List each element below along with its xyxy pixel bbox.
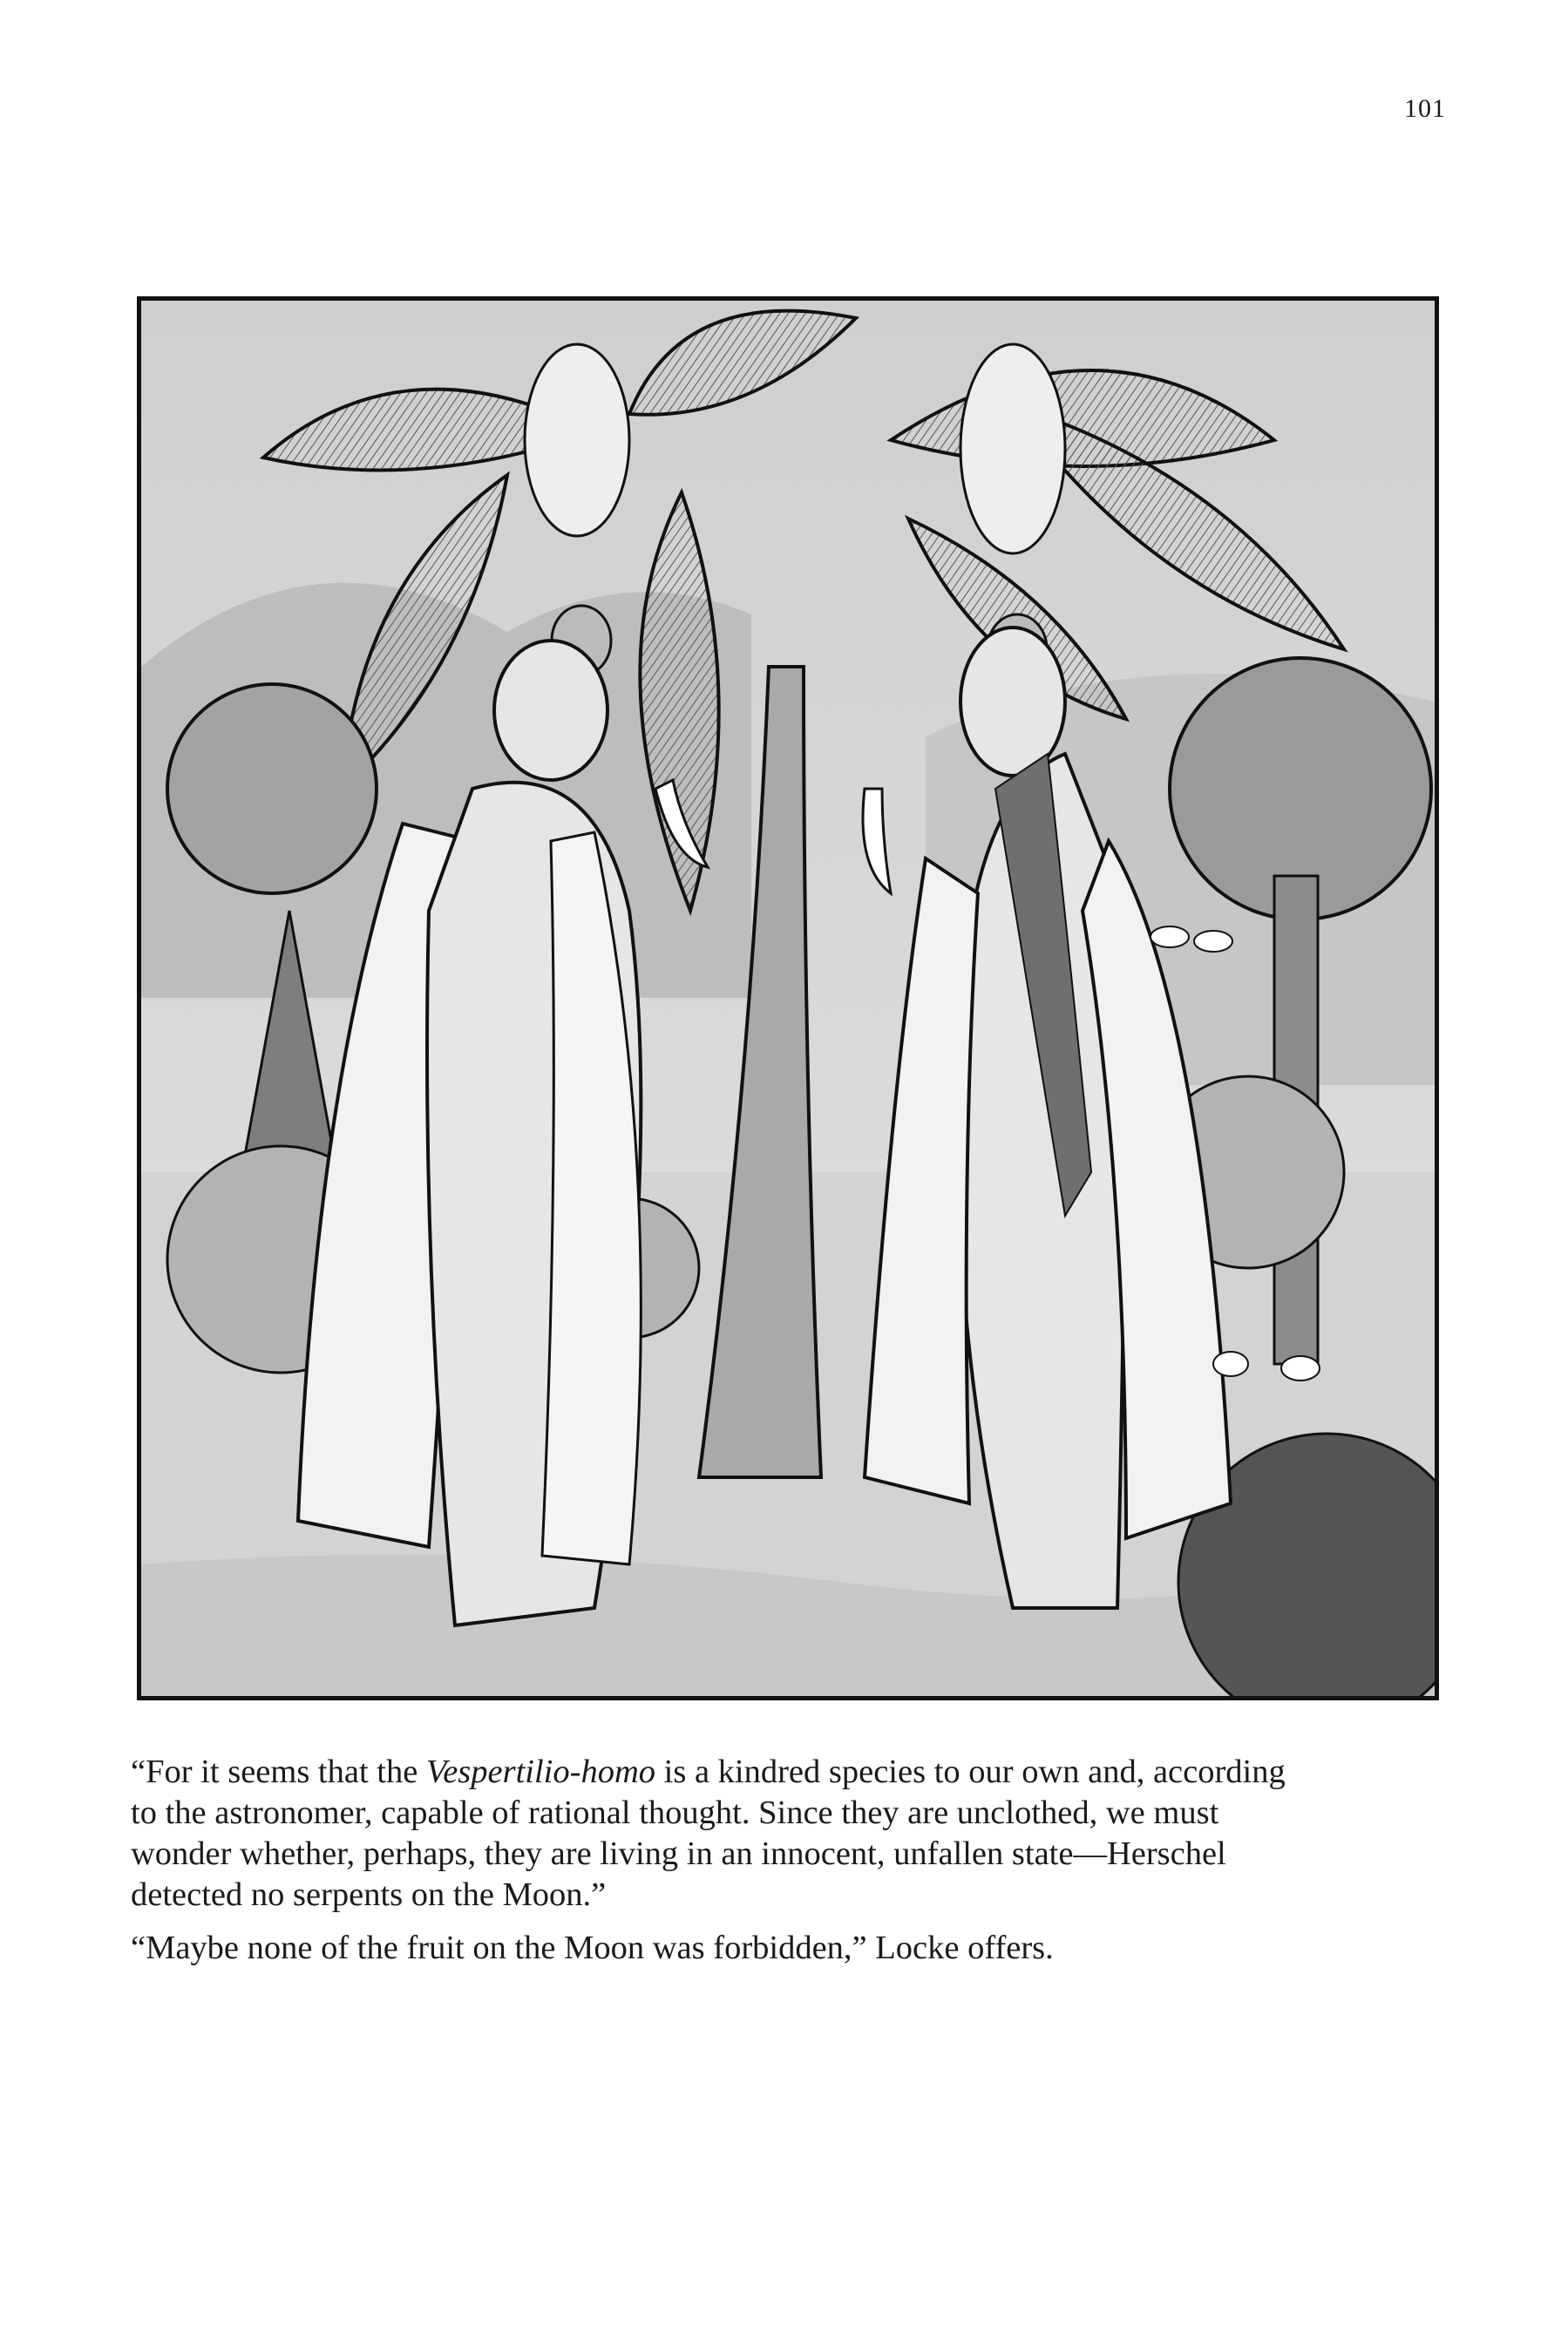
paragraph-2: “Maybe none of the fruit on the Moon was forbidden,” Locke offers.	[131, 1930, 1054, 1966]
caption-text	[131, 1752, 1438, 1969]
illustration	[137, 296, 1439, 1700]
para1-line4: detected no serpents on the Moon.”	[131, 1876, 607, 1913]
page-number: 101	[1404, 94, 1446, 123]
paragraph-1	[131, 1752, 1438, 1916]
species-name: Vespertilio-homo	[425, 1754, 656, 1790]
para1-line2: to the astronomer, capable of rational thought. Since they are unclothed, we must	[131, 1794, 1219, 1831]
para1-line3: wonder whether, perhaps, they are living in an innocent, unfallen state—Herschel	[131, 1835, 1226, 1872]
para1-line1: “For it seems that the Vespertilio-homo is a kindred species to our own and, according	[131, 1754, 1286, 1790]
illustration-drawing	[141, 301, 1435, 1696]
